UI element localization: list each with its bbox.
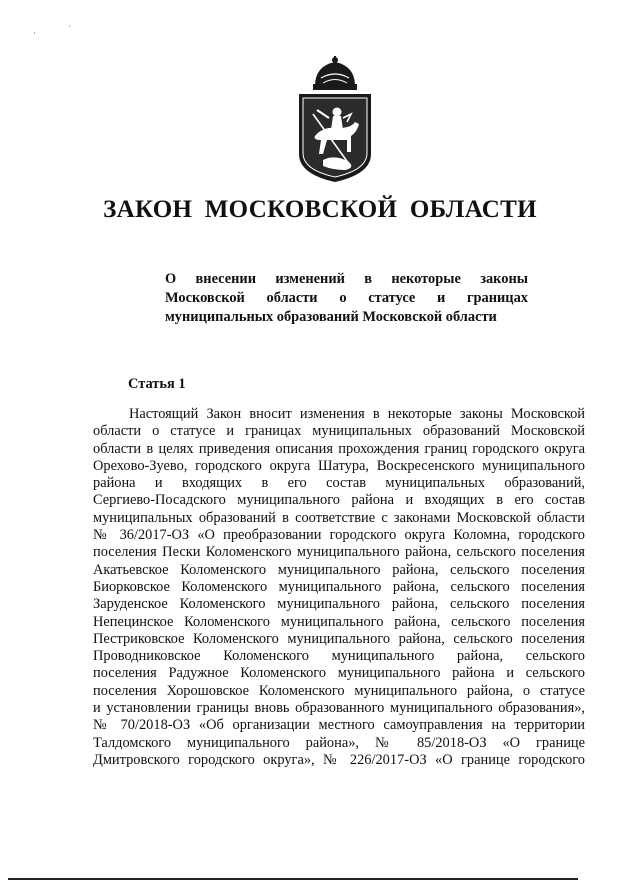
coat-of-arms-emblem [293,56,377,184]
body-line: и установлении границы вновь образованного муниципального образования», [93,700,585,717]
body-line: Акатьевское Коломенского муниципального района, сельского поселения [93,561,585,578]
body-line: Пестриковское Коломенского муниципального района, сельского поселения [93,630,585,647]
body-line: муниципальных образований в соответствие с законами Московской области [93,509,585,526]
body-line: Биорковское Коломенского муниципального района, сельского поселения [93,578,585,595]
body-line: поселения Пески Коломенского муниципального района, сельского поселения [93,544,585,561]
subtitle-line: О внесении изменений в некоторые законы [165,271,528,287]
law-subtitle [165,270,528,327]
body-line: Настоящий Закон вносит изменения в некоторые законы Московской [129,406,585,422]
body-line: Талдомского муниципального района», № 85/2018-ОЗ «О границе [93,734,585,751]
article-body [93,406,585,769]
body-line: Заруденское Коломенского муниципального района, сельского поселения [93,596,585,613]
body-line: поселения Радужное Коломенского муниципального района и сельского [93,665,585,682]
body-line: области в целях приведения описания прохождения границ городского округа [93,440,585,457]
body-line: № 70/2018-ОЗ «Об организации местного самоуправления на территории [93,717,585,734]
body-line: Сергиево-Посадского муниципального района и входящих в его состав [93,492,585,509]
scan-speck: · [33,28,36,38]
body-line: Орехово-Зуево, городского округа Шатура, Воскресенского муниципального [93,457,585,474]
body-line: Непецинское Коломенского муниципального района, сельского поселения [93,613,585,630]
body-line: поселения Хорошовское Коломенского муниципального района, о статусе [93,682,585,699]
article-heading: Статья 1 [128,376,186,392]
body-line: Проводниковское Коломенского муниципального района, сельского [93,648,585,665]
body-line: области о статусе и границах муниципальных образований Московской [93,423,585,440]
subtitle-line: муниципальных образований Московской области [165,309,497,325]
body-line: Дмитровского городского округа», № 226/2017-ОЗ «О границе городского [93,751,585,768]
scan-speck: ˊ [68,24,71,34]
body-line: № 36/2017-ОЗ «О преобразовании городского округа Коломна, городского [93,527,585,544]
document-title: ЗАКОН МОСКОВСКОЙ ОБЛАСТИ [103,196,537,223]
subtitle-line: Московской области о статусе и границах [165,290,528,306]
body-line: района и входящих в его состав муниципальных образований, [93,475,585,492]
page-bottom-rule [8,878,578,880]
